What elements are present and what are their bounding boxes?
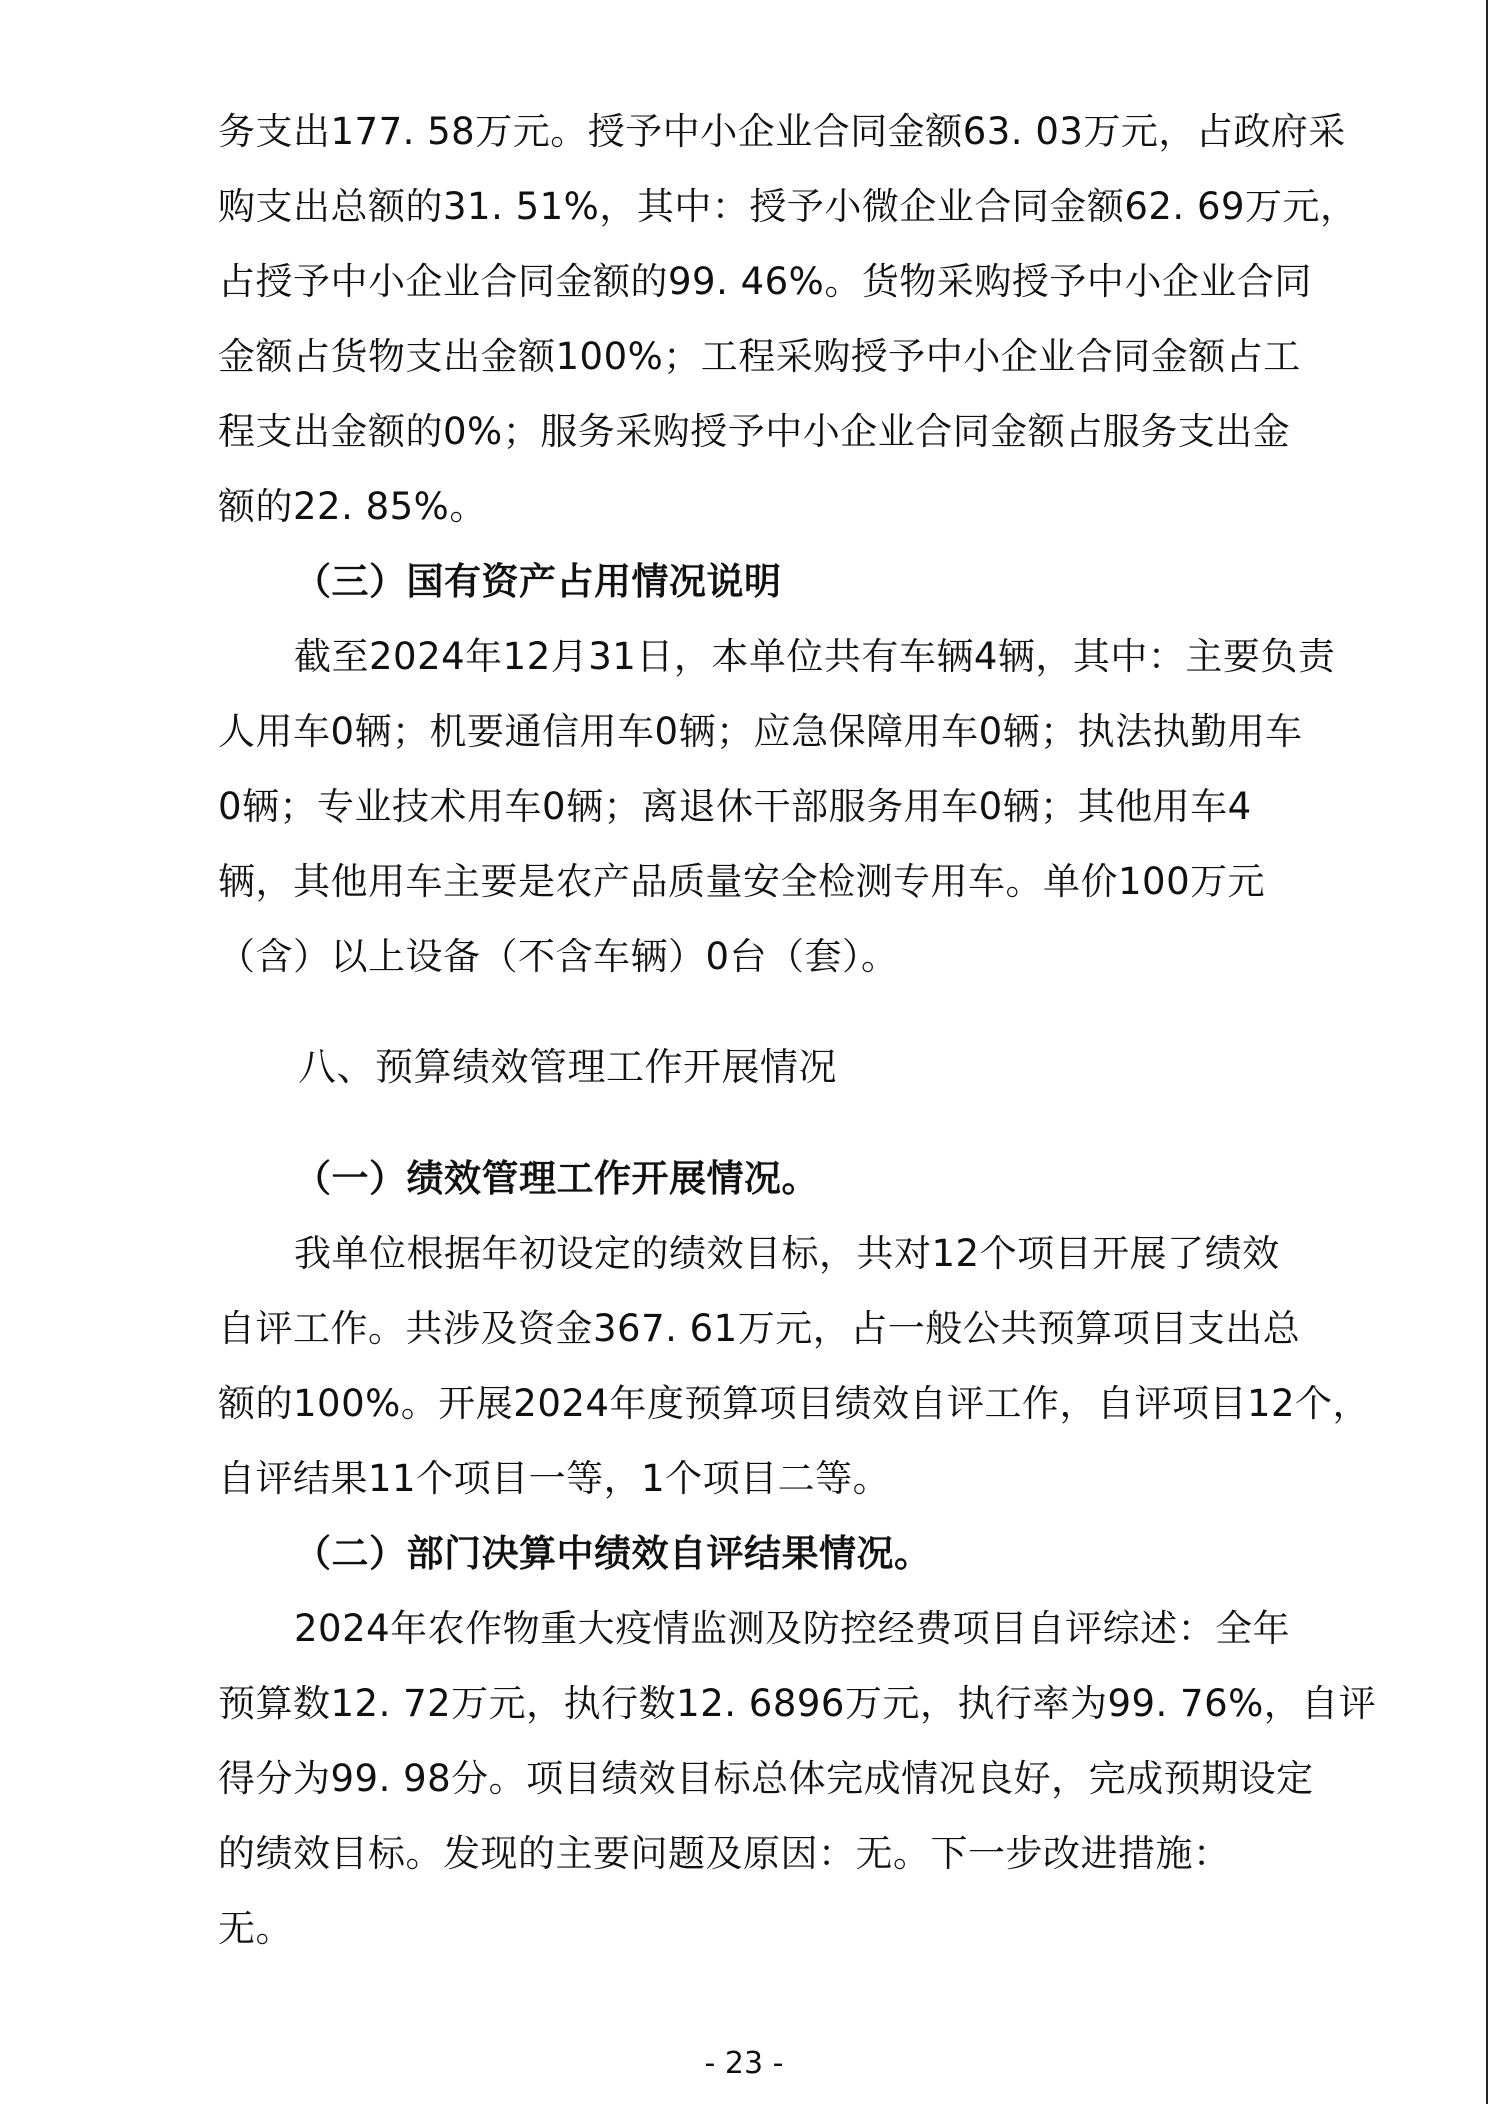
subheading-self-evaluation-results: （二）部门决算中绩效自评结果情况。 bbox=[294, 1532, 932, 1575]
text-line: 占授予中小企业合同金额的99. 46%。货物采购授予中小企业合同 bbox=[218, 260, 1312, 303]
paragraph-performance-management bbox=[218, 1216, 1371, 1516]
paragraph-procurement bbox=[218, 94, 1358, 544]
text-line: 自评结果11个项目一等，1个项目二等。 bbox=[218, 1457, 891, 1500]
section-heading-budget-performance: 八、预算绩效管理工作开展情况 bbox=[298, 1045, 838, 1089]
text-line: 0辆；专业技术用车0辆；离退休干部服务用车0辆；其他用车4 bbox=[218, 785, 1252, 828]
text-line: 人用车0辆；机要通信用车0辆；应急保障用车0辆；执法执勤用车 bbox=[218, 710, 1303, 753]
text-line: 的绩效目标。发现的主要问题及原因：无。下一步改进措施： bbox=[218, 1832, 1231, 1875]
text-line: 截至2024年12月31日，本单位共有车辆4辆，其中：主要负责 bbox=[294, 635, 1336, 678]
text-line: 自评工作。共涉及资金367. 61万元，占一般公共预算项目支出总 bbox=[218, 1307, 1301, 1350]
text-line: 购支出总额的31. 51%，其中：授予小微企业合同金额62. 69万元， bbox=[218, 185, 1358, 228]
text-line: 额的22. 85%。 bbox=[218, 485, 487, 528]
text-line: 程支出金额的0%；服务采购授予中小企业合同金额占服务支出金 bbox=[218, 410, 1291, 453]
text-line: （含）以上设备（不含车辆）0台（套）。 bbox=[218, 935, 899, 978]
text-line: 辆，其他用车主要是农产品质量安全检测专用车。单价100万元 bbox=[218, 860, 1266, 903]
text-line: 2024年农作物重大疫情监测及防控经费项目自评综述：全年 bbox=[294, 1607, 1291, 1650]
text-line: 得分为99. 98分。项目绩效目标总体完成情况良好，完成预期设定 bbox=[218, 1757, 1314, 1800]
document-body bbox=[218, 94, 1377, 1966]
text-line: 务支出177. 58万元。授予中小企业合同金额63. 03万元，占政府采 bbox=[218, 110, 1346, 153]
text-line: 额的100%。开展2024年度预算项目绩效自评工作，自评项目12个， bbox=[218, 1382, 1371, 1425]
paragraph-state-assets bbox=[218, 619, 1336, 994]
text-line: 我单位根据年初设定的绩效目标，共对12个项目开展了绩效 bbox=[294, 1232, 1280, 1275]
paragraph-self-evaluation-results bbox=[218, 1591, 1377, 1966]
page-number: - 23 - bbox=[704, 2046, 784, 2081]
text-line: 无。 bbox=[218, 1907, 293, 1950]
subheading-performance-management: （一）绩效管理工作开展情况。 bbox=[294, 1157, 819, 1200]
text-line: 金额占货物支出金额100%；工程采购授予中小企业合同金额占工 bbox=[218, 335, 1301, 378]
text-line: 预算数12. 72万元，执行数12. 6896万元，执行率为99. 76%，自评 bbox=[218, 1682, 1377, 1725]
subheading-state-assets: （三）国有资产占用情况说明 bbox=[294, 560, 782, 603]
